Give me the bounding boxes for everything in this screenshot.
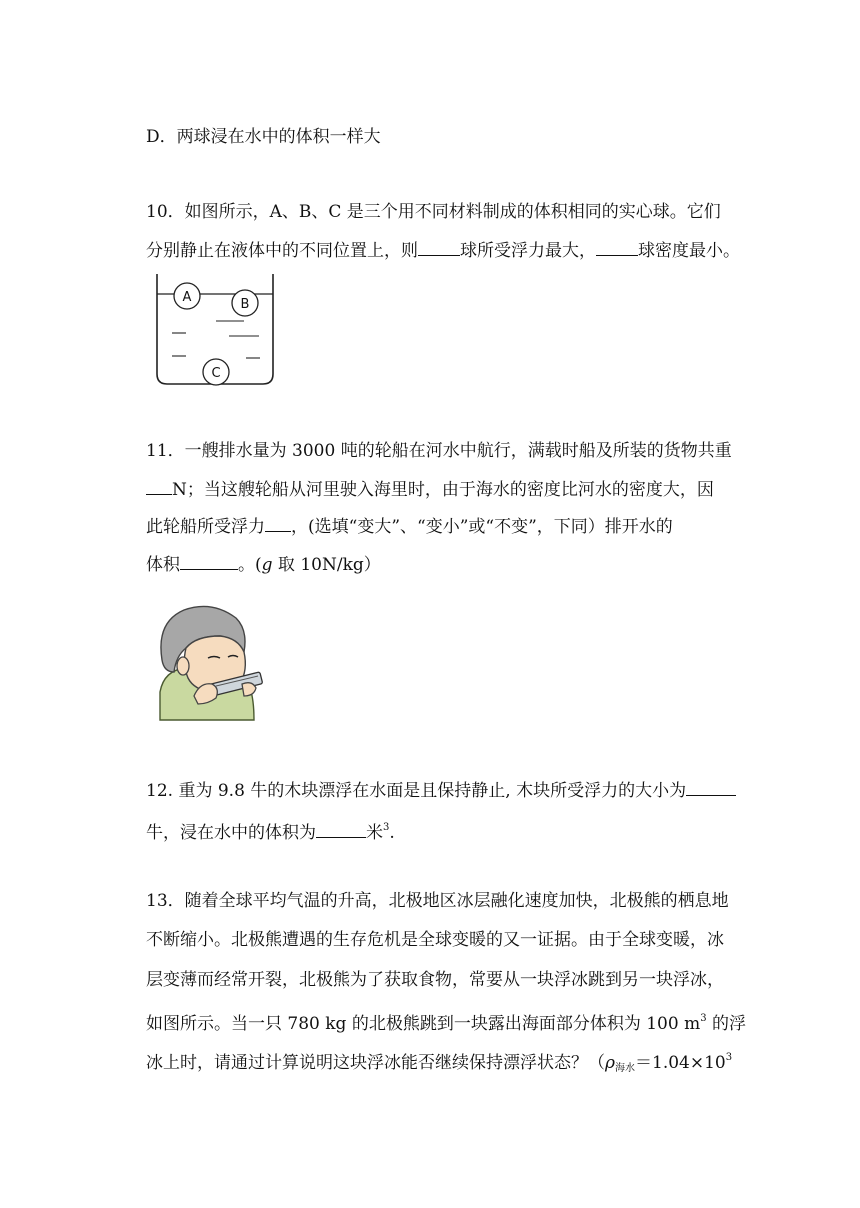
- q11-blank-2[interactable]: [265, 516, 291, 532]
- q12-text-2c: .: [389, 823, 395, 843]
- q10-beaker-figure: [150, 270, 280, 390]
- q10-text-b: 球所受浮力最大，: [460, 241, 596, 261]
- q11-text-2a: N；当这艘轮船从河里驶入海里时，由于海水的密度比河水的密度大，因: [172, 480, 714, 500]
- ball-a-label: A: [182, 290, 192, 305]
- q13-line-3: 层变薄而经常开裂，北极熊为了获取食物，常要从一块浮冰跳到另一块浮冰，: [146, 970, 724, 990]
- q10-line-2: [146, 240, 740, 262]
- q11-blank-1[interactable]: [146, 479, 172, 495]
- q10-blank-2[interactable]: [596, 240, 638, 256]
- q13-text-4a: 如图所示。当一只 780 kg 的北极熊跳到一块露出海面部分体积为 100 m: [146, 1014, 701, 1034]
- q13-text-4b: 的浮: [706, 1014, 746, 1034]
- q10-line-1: 10．如图所示，A、B、C 是三个用不同材料制成的体积相同的实心球。它们: [146, 202, 721, 222]
- q13-line-5: [146, 1047, 732, 1080]
- q12-sup: 3: [383, 822, 390, 833]
- q12-line-1: [146, 780, 736, 802]
- q13-line-4: [146, 1008, 746, 1035]
- q11-line-4: [146, 554, 381, 576]
- q11-text-4c: 取 10N/kg）: [272, 555, 381, 575]
- q10-text-c: 球密度最小。: [638, 241, 740, 261]
- q13-rho-subscript: 海水: [615, 1063, 635, 1074]
- q13-rho-symbol: ρ: [605, 1053, 615, 1073]
- q13-text-5a: 冰上时，请通过计算说明这块浮冰能否继续保持漂浮状态？（: [146, 1053, 605, 1073]
- boy-hand: [242, 683, 256, 696]
- q13-sup-2: 3: [725, 1052, 733, 1063]
- q11-line-1: 11．一艘排水量为 3000 吨的轮船在河水中航行，满载时船及所装的货物共重: [146, 441, 732, 461]
- q11-line-3: [146, 516, 673, 538]
- q10-blank-1[interactable]: [418, 240, 460, 256]
- q12-line-2: [146, 817, 395, 844]
- q12-text-1a: 12. 重为 9.8 牛的木块漂浮在水面是且保持静止, 木块所受浮力的大小为: [146, 781, 687, 801]
- q11-line-2: [146, 479, 714, 501]
- q12-blank-1[interactable]: [686, 780, 736, 796]
- q13-line-2: 不断缩小。北极熊遭遇的生存危机是全球变暖的又一证据。由于全球变暖，冰: [146, 930, 724, 950]
- q11-text-4b: 。(: [238, 555, 262, 575]
- q13-sup-1: 3: [700, 1013, 707, 1024]
- ball-b-label: B: [240, 297, 250, 312]
- q11-text-4a: 体积: [146, 555, 180, 575]
- q12-text-2a: 牛，浸在水中的体积为: [146, 823, 316, 843]
- q13-text-5b: ＝1.04×10: [635, 1053, 726, 1073]
- boy-ear: [177, 657, 189, 675]
- q13-line-1: 13．随着全球平均气温的升高，北极地区冰层融化速度加快，北极熊的栖息地: [146, 891, 729, 911]
- q12-text-2b: 米: [366, 823, 383, 843]
- q11-g-symbol: g: [261, 555, 273, 575]
- q11-text-3b: ，(选填“变大”、“变小”或“不变”，下同）排开水的: [291, 517, 673, 537]
- q11-text-3a: 此轮船所受浮力: [146, 517, 265, 537]
- q10-text-a: 分别静止在液体中的不同位置上，则: [146, 241, 418, 261]
- q9-option-d: D．两球浸在水中的体积一样大: [146, 127, 381, 147]
- boy-harmonica-illustration: [150, 600, 270, 722]
- q12-blank-2[interactable]: [316, 822, 366, 838]
- q11-blank-3[interactable]: [180, 554, 238, 570]
- ball-c-label: C: [211, 366, 221, 381]
